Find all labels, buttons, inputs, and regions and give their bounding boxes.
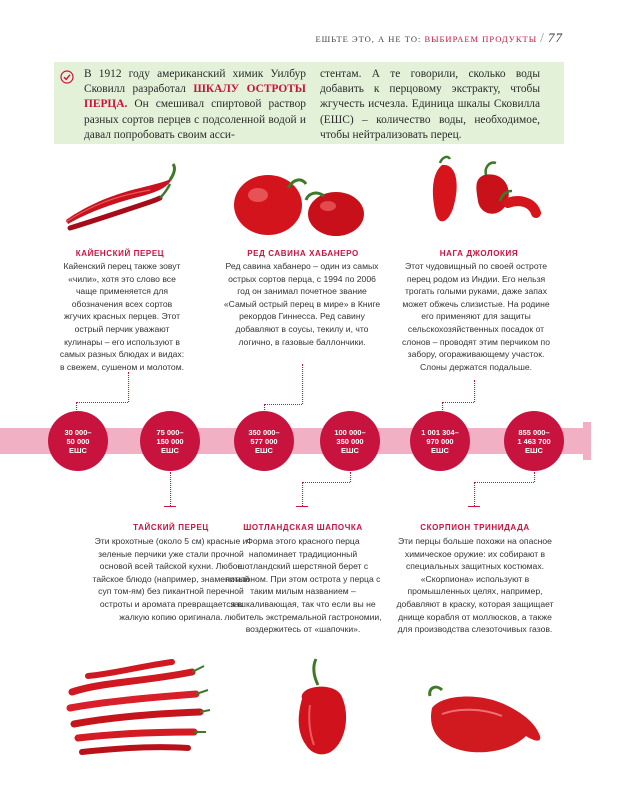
intro-text-right: стентам. А те говорили, сколько воды добавить к перцовому экстракту, чтобы жгучесть исчезла. Единица шкалы Сковилла (ЕШС) – количество воды, необходимое, чтобы нейтрализовать перец. — [320, 68, 540, 141]
timeline-end-cap — [583, 422, 591, 460]
scoville-marker-cayenne — [48, 411, 108, 471]
trinidad-scorpion-description: Эти перцы больше похожи на опасное химическое оружие: их собирают в специальных защитных костюмах. «Скорпиона» используют в промышленных целях, например, добавляют в краску, которая защищает днище корабля от моллюсков, а также для производства слезоточивых газов. — [396, 536, 554, 635]
marker-range: 350 000– 577 000 — [248, 427, 280, 446]
connector-line — [302, 482, 350, 483]
cayenne-title: КАЙЕНСКИЙ ПЕРЕЦ — [75, 249, 165, 258]
habanero-description: Ред савина хабанеро – один из самых острых сортов перца, с 1994 по 2006 год он занимал почетное звание «Самый острый перец в мире» в Книге рекордов Гиннесса. Ред савину добавляют в соусы, текилу и, что логично, в газовые баллончики. — [223, 261, 381, 347]
cayenne-pepper-image — [60, 162, 180, 232]
connector-line — [170, 472, 171, 506]
marker-unit: ЕШС — [161, 445, 179, 455]
habanero-pepper-image — [228, 160, 376, 240]
section-title: ВЫБИРАЕМ ПРОДУКТЫ — [424, 34, 538, 44]
marker-range: 1 001 304– 970 000 — [421, 427, 459, 446]
header-separator: / — [540, 31, 545, 46]
scoville-marker-naga-jolokia — [410, 411, 470, 471]
naga-jolokia-title: НАГА ДЖОЛОКИЯ — [439, 249, 519, 258]
scoville-scale-highlight: ШКАЛУ ОСТРОТЫ ПЕРЦА. — [84, 83, 306, 111]
page-header — [315, 30, 563, 47]
intro-box — [54, 62, 564, 144]
connector-line — [76, 402, 128, 403]
connector-line — [474, 380, 475, 402]
marker-range: 75 000– 150 000 — [156, 427, 184, 446]
scoville-marker-habanero — [234, 411, 294, 471]
intro-text-part: Он смешивал спиртовой раствор разных сортов перцев с подсоленной водой и давал попробовать своим асси- — [84, 98, 306, 141]
marker-range: 30 000– 50 000 — [64, 427, 92, 446]
intro-text-left — [84, 67, 306, 143]
marker-unit: ЕШС — [431, 445, 449, 455]
naga-jolokia-pepper-image — [422, 155, 542, 235]
connector-line — [164, 506, 176, 507]
connector-line — [350, 472, 351, 482]
connector-line — [302, 364, 303, 404]
marker-unit: ЕШС — [69, 445, 87, 455]
marker-unit: ЕШС — [525, 445, 543, 455]
connector-line — [534, 472, 535, 482]
scotch-bonnet-description: Форма этого красного перца напоминает традиционный шотландский шерстяной берет с помпоном. При этом острота у перца с таким милым названием – зашкаливающая, так что если вы не любитель экстремальной гастрономии, воздержитесь от «шапочки». — [224, 536, 382, 635]
check-circle-icon — [60, 70, 74, 84]
connector-line — [302, 482, 303, 506]
connector-line — [264, 404, 302, 405]
marker-unit: ЕШС — [255, 445, 273, 455]
connector-line — [128, 372, 129, 402]
intro-text-part: В 1912 году американский химик Уилбур Сковилл разработал — [84, 68, 306, 96]
scoville-marker-thai — [140, 411, 200, 471]
scoville-marker-scorpion — [504, 411, 564, 471]
cayenne-description: Кайенский перец также зовут «чили», хотя это слово все чаще применяется для обозначения всех сортов жгучих красных перцев. Этот острый перчик уважают кулинары – его используют в самых разных блюдах и видах: в свежем, сушеном и молотом. — [59, 261, 185, 372]
naga-jolokia-description: Этот чудовищный по своей остроте перец родом из Индии. Его нельзя трогать голыми руками, даже запах может обжечь слизистые. На родине его применяют для защиты сельскохозяйственных посадок от слонов – проводят этим перчиком по забору, огораживающему участок. Слоны держатся подальше. — [402, 261, 550, 372]
marker-range: 855 000– 1 463 700 — [517, 427, 551, 446]
trinidad-scorpion-pepper-image — [412, 680, 547, 760]
habanero-title: РЕД САВИНА ХАБАНЕРО — [247, 249, 359, 258]
connector-line — [442, 402, 474, 403]
chapter-title: ЕШЬТЕ ЭТО, А НЕ ТО: — [315, 34, 422, 44]
scoville-marker-scotch-bonnet — [320, 411, 380, 471]
marker-unit: ЕШС — [341, 445, 359, 455]
connector-line — [474, 482, 534, 483]
scotch-bonnet-pepper-image — [288, 655, 358, 760]
thai-pepper-image — [62, 652, 212, 762]
connector-line — [296, 506, 308, 507]
thai-pepper-title: ТАЙСКИЙ ПЕРЕЦ — [133, 523, 209, 532]
connector-line — [468, 506, 480, 507]
scotch-bonnet-title: ШОТЛАНДСКАЯ ШАПОЧКА — [243, 523, 363, 532]
connector-line — [474, 482, 475, 506]
page-number: 77 — [548, 30, 563, 45]
thai-pepper-description: Эти крохотные (около 5 см) красные и зеленые перчики уже стали прочной основой всей тайской кухни. Любое тайское блюдо (например, знаменитый суп том-ям) без пикантной перечной остроты и аромата превращается в жалкую копию оригинала. — [92, 536, 250, 622]
marker-range: 100 000– 350 000 — [334, 427, 366, 446]
trinidad-scorpion-title: СКОРПИОН ТРИНИДАДА — [420, 523, 530, 532]
